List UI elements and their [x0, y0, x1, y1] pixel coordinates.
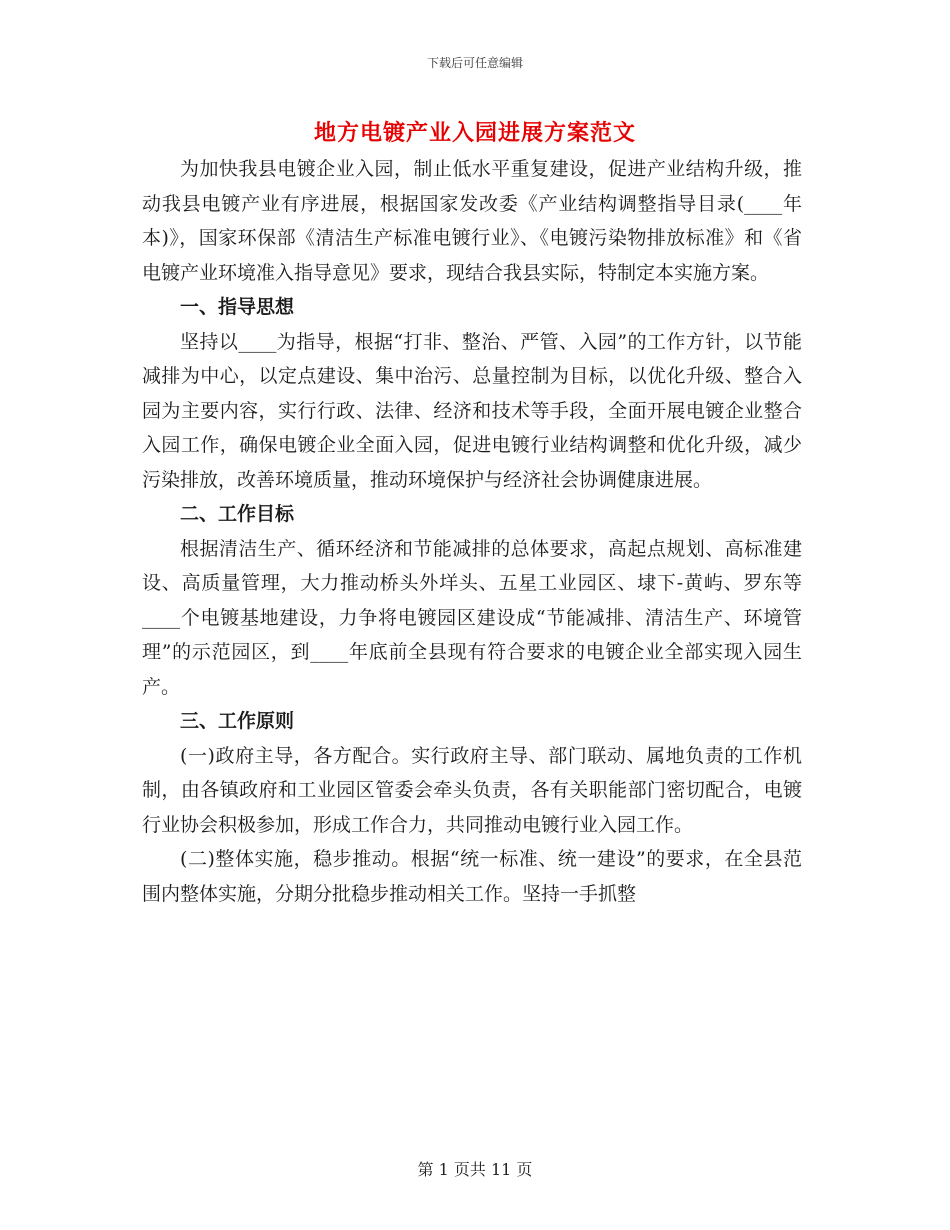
- section-heading-guiding-ideology: 一、指导思想: [180, 296, 295, 318]
- section-paragraph-guiding-ideology: 坚持以____为指导，根据“打非、整治、严管、入园”的工作方针，以节能减排为中心，以定点建设、集中治污、总量控制为目标，以优化升级、整合入园为主要内容，实行行政、法律、经济和技术等手段，全面开展电镀企业整合入园工作，确保电镀企业全面入园，促进电镀行业结构调整和优化升级，减少污染排放，改善环境质量，推动环境保护与经济社会协调健康进展。: [142, 330, 802, 491]
- page-number-footer: 第 1 页共 11 页: [417, 1160, 533, 1179]
- section-paragraph-work-goals: 根据清洁生产、循环经济和节能减排的总体要求，高起点规划、高标准建设、高质量管理，大力推动桥头外垟头、五星工业园区、埭下-黄屿、罗东等____个电镀基地建设，力争将电镀园区建设成“节能减排、清洁生产、环境管理”的示范园区，到____年底前全县现有符合要求的电镀企业全部实现入园生产。: [142, 537, 802, 698]
- principle-paragraph-1: (一)政府主导，各方配合。实行政府主导、部门联动、属地负责的工作机制，由各镇政府和工业园区管委会牵头负责，各有关职能部门密切配合，电镀行业协会积极参加，形成工作合力，共同推动电镀行业入园工作。: [142, 744, 802, 836]
- page-header-note: 下载后可任意编辑: [426, 56, 523, 70]
- section-heading-work-goals: 二、工作目标: [180, 503, 295, 525]
- document-title: 地方电镀产业入园进展方案范文: [313, 120, 636, 146]
- principle-paragraph-2: (二)整体实施，稳步推动。根据“统一标准、统一建设”的要求，在全县范围内整体实施，分期分批稳步推动相关工作。坚持一手抓整: [142, 848, 802, 905]
- intro-paragraph: 为加快我县电镀企业入园，制止低水平重复建设，促进产业结构升级，推动我县电镀产业有序进展，根据国家发改委《产业结构调整指导目录(____年本)》，国家环保部《清洁生产标准电镀行业》、《电镀污染物排放标准》和《省电镀产业环境准入指导意见》要求，现结合我县实际，特制定本实施方案。: [142, 158, 802, 284]
- section-heading-work-principles: 三、工作原则: [180, 710, 295, 732]
- document-body: [142, 152, 802, 911]
